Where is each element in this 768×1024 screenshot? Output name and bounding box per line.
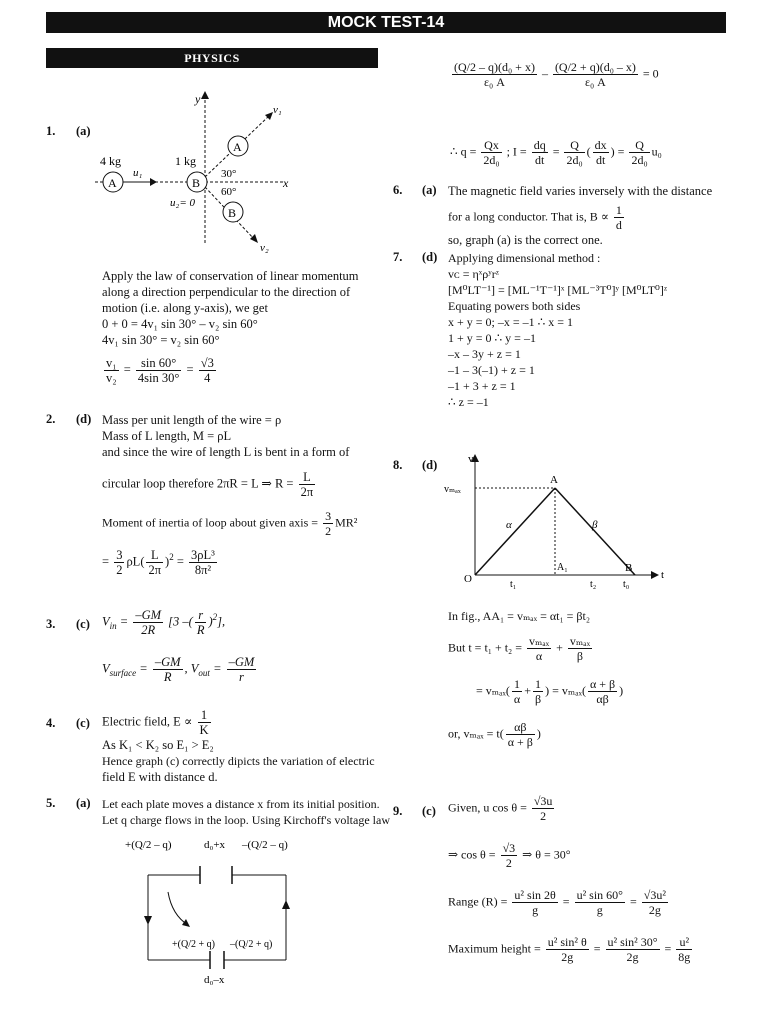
text-line: Mass per unit length of the wire = ρ xyxy=(102,413,282,427)
question-number: 7. xyxy=(393,250,403,264)
moment-result: = $\frac{3}{2}$ ρL( $\frac{L}{2\pi}$ )$^2$ = $\frac{\text{3ρL³}}{\text{8π²}}$ xyxy=(102,548,215,577)
text-line: As K₁ < K₂ so E₁ > E₂ xyxy=(102,738,214,752)
time-equation: But t = t₁ + t₂ = $\frac{\text{vₘₐₓ}}{\alpha}$ + $\frac{\text{vₘₐₓ}}{\beta}$ xyxy=(448,634,591,663)
field-equation: Electric field, E ∝ $\frac{1}{K}$ xyxy=(102,708,209,737)
kvl-equation: $\frac{\text{(Q/2 – q)(d₀ + x)}}{\text{ε₀ A}}$ – $\frac{\text{(Q/2 + q)(d₀ – x)}}{\text{ε₀ A}}$ = 0 xyxy=(454,60,659,89)
question-number: 4. xyxy=(46,716,56,730)
angle-equation: ⇒ cos θ = $\frac{√3}{2}$ ⇒ θ = 30° xyxy=(448,841,571,870)
time-result: = vₘₐₓ( $\frac{1}{\alpha}$ + $\frac{1}{\beta}$ ) = vₘₐₓ( $\frac{\alpha + \beta}{\alpha\beta}$ ) xyxy=(476,677,624,706)
text-line: [M⁰LT⁻¹] = [ML⁻¹T⁻¹]ˣ [ML⁻³T⁰]ʸ [M⁰LT⁰]ᶻ xyxy=(448,283,668,297)
answer-option: (c) xyxy=(76,716,90,730)
point-b-label: B xyxy=(625,562,633,574)
ball-a-label: A xyxy=(108,176,117,190)
moment-equation: Moment of inertia of loop about given axis = $\frac{3}{2}$ MR² xyxy=(102,509,358,538)
text-line: motion (i.e. along y-axis), we get xyxy=(102,301,268,315)
top-left-charge: +(Q/2 – q) xyxy=(125,839,172,851)
top-gap-label: d₀+x xyxy=(204,839,226,851)
v1-label: v₁ xyxy=(273,104,282,116)
point-a1-label: A₁ xyxy=(557,562,568,573)
answer-option: (a) xyxy=(76,796,91,810)
x-axis-label: x xyxy=(283,176,289,190)
bottom-left-charge: +(Q/2 + q) xyxy=(172,939,215,950)
v-inside-equation: $V_{in}$ = $\frac{-GM}{2R}$ [3 –( $\frac{r}{R}$ )$^2$], xyxy=(102,608,226,637)
y-axis-label: y xyxy=(195,92,201,106)
text-line: 4v₁ sin 30° = v₂ sin 60° xyxy=(102,333,220,347)
text-line: Hence graph (c) correctly dipicts the variation of electric xyxy=(102,754,375,768)
v2-label: v₂ xyxy=(260,242,269,254)
text-line: The magnetic field varies inversely with the distance xyxy=(448,184,713,198)
answer-option: (d) xyxy=(76,412,92,426)
alpha-label: α xyxy=(506,519,512,531)
velocity-ratio: $\frac{\text{v₁}}{\text{v₂}}$ = $\frac{\sin 60^\circ}{4\sin 30^\circ}$ = $\frac{√3}{4}$ xyxy=(106,356,214,385)
collision-diagram xyxy=(95,85,395,260)
text-line: along a direction perpendicular to the direction of xyxy=(102,285,351,299)
text-line: Apply the law of conservation of linear momentum xyxy=(102,269,359,283)
text-line: field E with distance d. xyxy=(102,770,218,784)
beta-label: β xyxy=(592,519,598,531)
text-line: vᴄ = ηˣρʸrᶻ xyxy=(448,267,500,281)
t1-label: t₁ xyxy=(510,579,517,590)
question-number: 6. xyxy=(393,183,403,197)
answer-option: (d) xyxy=(422,250,438,264)
velocity-time-graph xyxy=(440,450,670,590)
question-number: 9. xyxy=(393,804,403,818)
proportional-relation: for a long conductor. That is, B ∝ $\frac{1}{d}$ xyxy=(448,203,622,232)
text-line: –x – 3y + z = 1 xyxy=(448,347,521,361)
vmax-label: vₘₐₓ xyxy=(444,484,461,495)
ball-b-label: B xyxy=(192,176,201,190)
ball-b-after-label: B xyxy=(228,206,237,220)
origin-label: O xyxy=(464,573,472,585)
range-equation: Range (R) = $\frac{\text{u² sin 2θ}}{g}$ = $\frac{\text{u² sin 60°}}{g}$ = $\frac{\text{√3u²}}{2g}$ xyxy=(448,888,666,917)
radius-equation: circular loop therefore 2πR = L ⇒ R = $\frac{L}{2\pi}$ xyxy=(102,470,314,499)
text-line: 0 + 0 = 4v₁ sin 30° – v₂ sin 60° xyxy=(102,317,258,331)
answer-option: (d) xyxy=(422,458,438,472)
answer-option: (a) xyxy=(76,124,91,138)
question-number: 3. xyxy=(46,617,56,631)
t-axis-label: t xyxy=(661,569,665,581)
section-title: PHYSICS xyxy=(46,48,378,68)
v-axis-label: v xyxy=(468,453,474,465)
current-equation: ∴ q = $\frac{Qx}{\text{2d₀}}$ ; I = $\frac{dq}{dt}$ = $\frac{Q}{\text{2d₀}}$ ( $\frac{dx}{dt}$ ) = $\frac{Q}{\text{2d₀}}$ u₀ xyxy=(450,138,662,167)
question-number: 2. xyxy=(46,412,56,426)
u2-label: u₂= 0 xyxy=(170,197,195,209)
text-line: Equating powers both sides xyxy=(448,299,581,313)
bottom-gap-label: d₀–x xyxy=(204,974,225,986)
text-line: and since the wire of length L is bent in a form of xyxy=(102,445,350,459)
text-line: In fig., AA₁ = vₘₐₓ = αt₁ = βt₂ xyxy=(448,609,591,623)
text-line: Let q charge flows in the loop. Using Kirchoff's voltage law xyxy=(102,813,390,827)
angle-30-label: 30° xyxy=(221,168,237,180)
text-line: so, graph (a) is the correct one. xyxy=(448,233,603,247)
text-line: Let each plate moves a distance x from its initial position. xyxy=(102,797,380,811)
mass-b-label: 1 kg xyxy=(175,154,196,168)
angle-60-label: 60° xyxy=(221,186,237,198)
u1-label: u₁ xyxy=(133,167,143,179)
page-title: MOCK TEST-14 xyxy=(46,12,726,33)
mass-a-label: 4 kg xyxy=(100,154,121,168)
text-line: –1 – 3(–1) + z = 1 xyxy=(448,363,535,377)
top-right-charge: –(Q/2 – q) xyxy=(242,839,288,851)
text-line: Applying dimensional method : xyxy=(448,251,601,265)
given-equation: Given, u cos θ = $\frac{√3u}{2}$ xyxy=(448,794,553,823)
text-line: ∴ z = –1 xyxy=(448,395,489,409)
answer-option: (a) xyxy=(422,183,437,197)
answer-option: (c) xyxy=(422,804,436,818)
text-line: Mass of L length, M = ρL xyxy=(102,429,232,443)
circuit-diagram xyxy=(120,830,320,990)
t2-label: t₂ xyxy=(590,579,597,590)
question-number: 5. xyxy=(46,796,56,810)
v-surface-equation: $V_{surface}$ = $\frac{-GM}{R}$ , $V_{out}$ = $\frac{-GM}{r}$ xyxy=(102,655,255,684)
height-equation: Maximum height = $\frac{\text{u² sin² θ}}{2g}$ = $\frac{\text{u² sin² 30°}}{2g}$ = $\frac{\text{u²}}{8g}$ xyxy=(448,935,691,964)
bottom-right-charge: –(Q/2 + q) xyxy=(230,939,273,950)
answer-option: (c) xyxy=(76,617,90,631)
ball-a-after-label: A xyxy=(233,140,242,154)
t0-label: t₀ xyxy=(623,579,630,590)
question-number: 8. xyxy=(393,458,403,472)
question-number: 1. xyxy=(46,124,56,138)
text-line: 1 + y = 0 ∴ y = –1 xyxy=(448,331,536,345)
text-line: –1 + 3 + z = 1 xyxy=(448,379,516,393)
vmax-equation: or, vₘₐₓ = t( $\frac{\alpha\beta}{\alpha + \beta}$ ) xyxy=(448,720,541,749)
point-a-label: A xyxy=(550,474,558,486)
text-line: x + y = 0; –x = –1 ∴ x = 1 xyxy=(448,315,574,329)
